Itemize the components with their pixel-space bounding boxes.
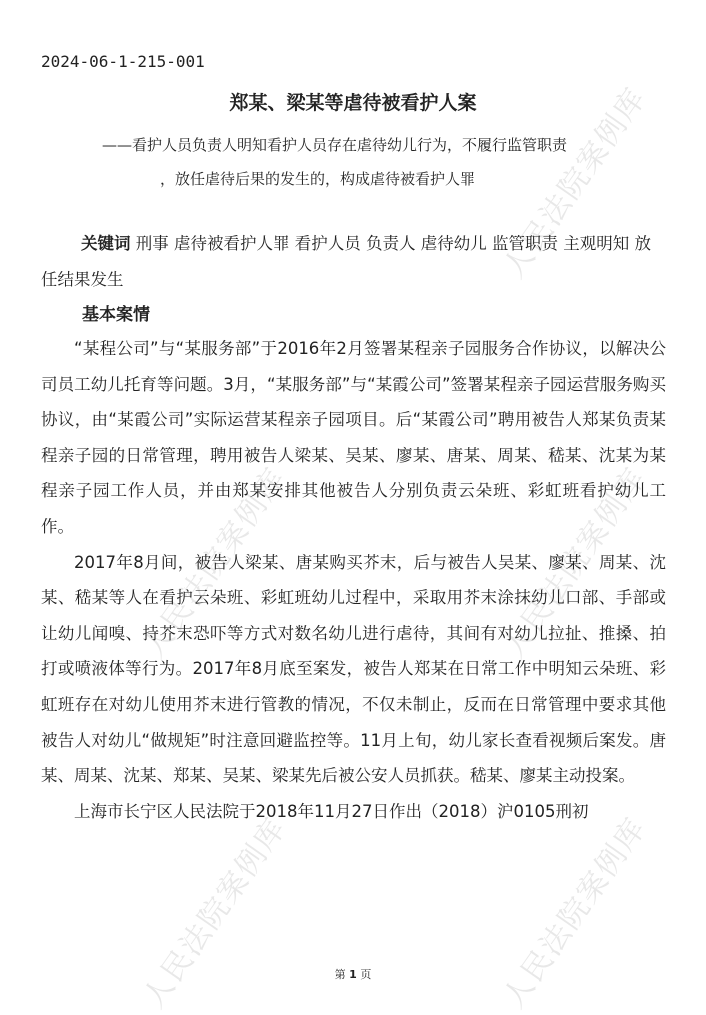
paragraph: “某程公司”与“某服务部”于2016年2月签署某程亲子园服务合作协议，以解决公司员工幼儿托育等问题。3月，“某服务部”与“某霞公司”签署某程亲子园运营服务购买协议，由“某霞公司”实际运营某程亲子园项目。后“某霞公司”聘用被告人郑某负责某程亲子园的日常管理，聘用被告人梁某、吴某、廖某、唐某、周某、嵇某、沈某为某程亲子园工作人员，并由郑某安排其他被告人分别负责云朵班、彩虹班看护幼儿工作。 (41, 339, 666, 536)
page-footer (0, 966, 706, 982)
watermark: 人民法院案例库 (496, 461, 654, 665)
paragraph: 上海市长宁区人民法院于2018年11月27日作出（2018）沪0105刑初 (74, 801, 589, 821)
watermark: 人民法院案例库 (136, 811, 294, 1015)
keywords-label: 关键词 (81, 234, 131, 253)
case-title: 郑某、梁某等虐待被看护人案 (229, 92, 477, 114)
watermark: 人民法院案例库 (496, 811, 654, 1015)
subtitle-line: ，放任虐待后果的发生的，构成虐待被看护人罪 (160, 170, 476, 188)
page-number: 1 (349, 968, 357, 981)
case-subtitle (102, 128, 672, 196)
section-heading: 基本案情 (82, 305, 150, 325)
case-body (41, 331, 666, 829)
subtitle-line: ——看护人员负责人明知看护人员存在虐待幼儿行为，不履行监管职责 (102, 136, 568, 154)
document-id: 2024-06-1-215-001 (41, 52, 205, 71)
keywords-block (41, 226, 666, 298)
footer-suffix: 页 (360, 968, 372, 981)
keywords-text: 刑事 虐待被看护人罪 看护人员 负责人 虐待幼儿 监管职责 主观明知 放任结果发生 (41, 234, 651, 289)
watermark: 人民法院案例库 (496, 81, 654, 285)
paragraph: 2017年8月间，被告人梁某、唐某购买芥末，后与被告人吴某、廖某、周某、沈某、嵇某等人在看护云朵班、彩虹班幼儿过程中，采取用芥末涂抹幼儿口部、手部或让幼儿闻嗅、持芥末恐吓等方式对数名幼儿进行虐待，其间有对幼儿拉扯、推搡、拍打或喷液体等行为。2017年8月底至案发，被告人郑某在日常工作中明知云朵班、彩虹班存在对幼儿使用芥末进行管教的情况，不仅未制止，反而在日常管理中要求其他被告人对幼儿“做规矩”时注意回避监控等。11月上旬，幼儿家长查看视频后案发。唐某、周某、沈某、郑某、吴某、梁某先后被公安人员抓获。嵇某、廖某主动投案。 (41, 552, 666, 786)
footer-prefix: 第 (334, 968, 346, 981)
watermark: 人民法院案例库 (136, 461, 294, 665)
